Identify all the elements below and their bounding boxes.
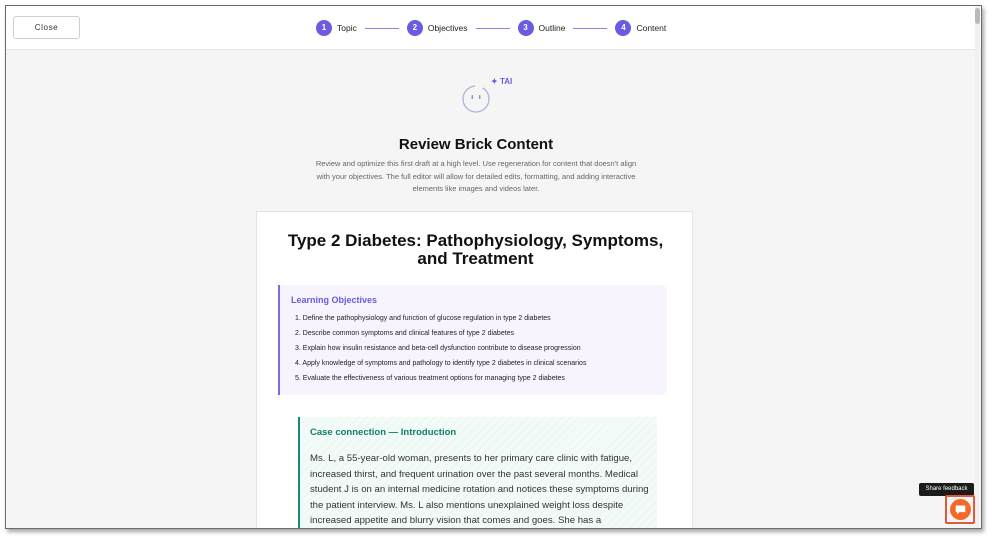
close-button[interactable]: Close — [13, 16, 80, 39]
objectives-list — [295, 311, 586, 386]
scrollbar-thumb[interactable] — [975, 8, 980, 24]
step-label: Outline — [538, 23, 566, 33]
step-number: 2 — [407, 20, 423, 36]
tai-badge-text: TAI — [499, 77, 513, 86]
content-card — [256, 211, 693, 529]
case-body-text: Ms. L, a 55-year-old woman, presents to her primary care clinic with fatigue, increased thirst, and frequent urination over the past several months. Medical student J is on an internal medicine rotation and notices these symptoms during the patient interview. Ms. L also mentions unexplained weight loss despite increased appetite and blurry vision that comes and goes. She has a — [310, 453, 649, 526]
objective-item: 2. Describe common symptoms and clinical features of type 2 diabetes — [295, 330, 515, 337]
step-number: 3 — [518, 20, 534, 36]
case-heading: Case connection — Introduction — [310, 427, 457, 438]
objective-item: 3. Explain how insulin resistance and beta-cell dysfunction contribute to disease progression — [295, 345, 581, 352]
page-title: Review Brick Content — [398, 136, 554, 153]
step-connector — [476, 28, 510, 29]
step-connector — [365, 28, 399, 29]
top-bar — [6, 6, 981, 50]
step-label: Content — [636, 23, 667, 33]
page-description: Review and optimize this first draft at a high level. Use regeneration for content that doesn't align with your objectives. The full editor will allow for detailed edits, formatting, and adding interactive elements like images and videos later. — [315, 159, 637, 193]
objective-item: 1. Define the pathophysiology and function of glucose regulation in type 2 diabetes — [295, 315, 551, 322]
tai-assistant-icon — [461, 84, 491, 114]
feedback-highlight — [945, 495, 975, 524]
step-topic[interactable] — [316, 20, 357, 36]
scrollbar[interactable] — [975, 6, 980, 528]
share-feedback-button[interactable] — [950, 499, 971, 520]
chat-icon — [955, 504, 966, 515]
step-connector — [573, 28, 607, 29]
learning-objectives-box — [278, 285, 667, 395]
step-label: Objectives — [427, 23, 468, 33]
step-objectives[interactable] — [407, 20, 468, 36]
tai-badge: ✦ TAI — [491, 77, 513, 86]
progress-stepper — [316, 19, 666, 37]
step-label: Topic — [337, 23, 357, 33]
step-outline[interactable] — [518, 20, 566, 36]
objective-item: 5. Evaluate the effectiveness of various treatment options for managing type 2 diabetes — [295, 375, 565, 382]
share-feedback-tooltip: Share feedback — [919, 483, 974, 496]
objectives-heading: Learning Objectives — [291, 295, 378, 305]
step-number: 1 — [316, 20, 332, 36]
step-content[interactable] — [615, 20, 666, 36]
step-number: 4 — [615, 20, 631, 36]
brick-title: Type 2 Diabetes: Pathophysiology, Symptoms, and Treatment — [287, 231, 664, 268]
case-connection-box — [298, 417, 657, 529]
objective-item: 4. Apply knowledge of symptoms and pathology to identify type 2 diabetes in clinical scenarios — [295, 360, 587, 367]
app-window — [5, 5, 982, 529]
